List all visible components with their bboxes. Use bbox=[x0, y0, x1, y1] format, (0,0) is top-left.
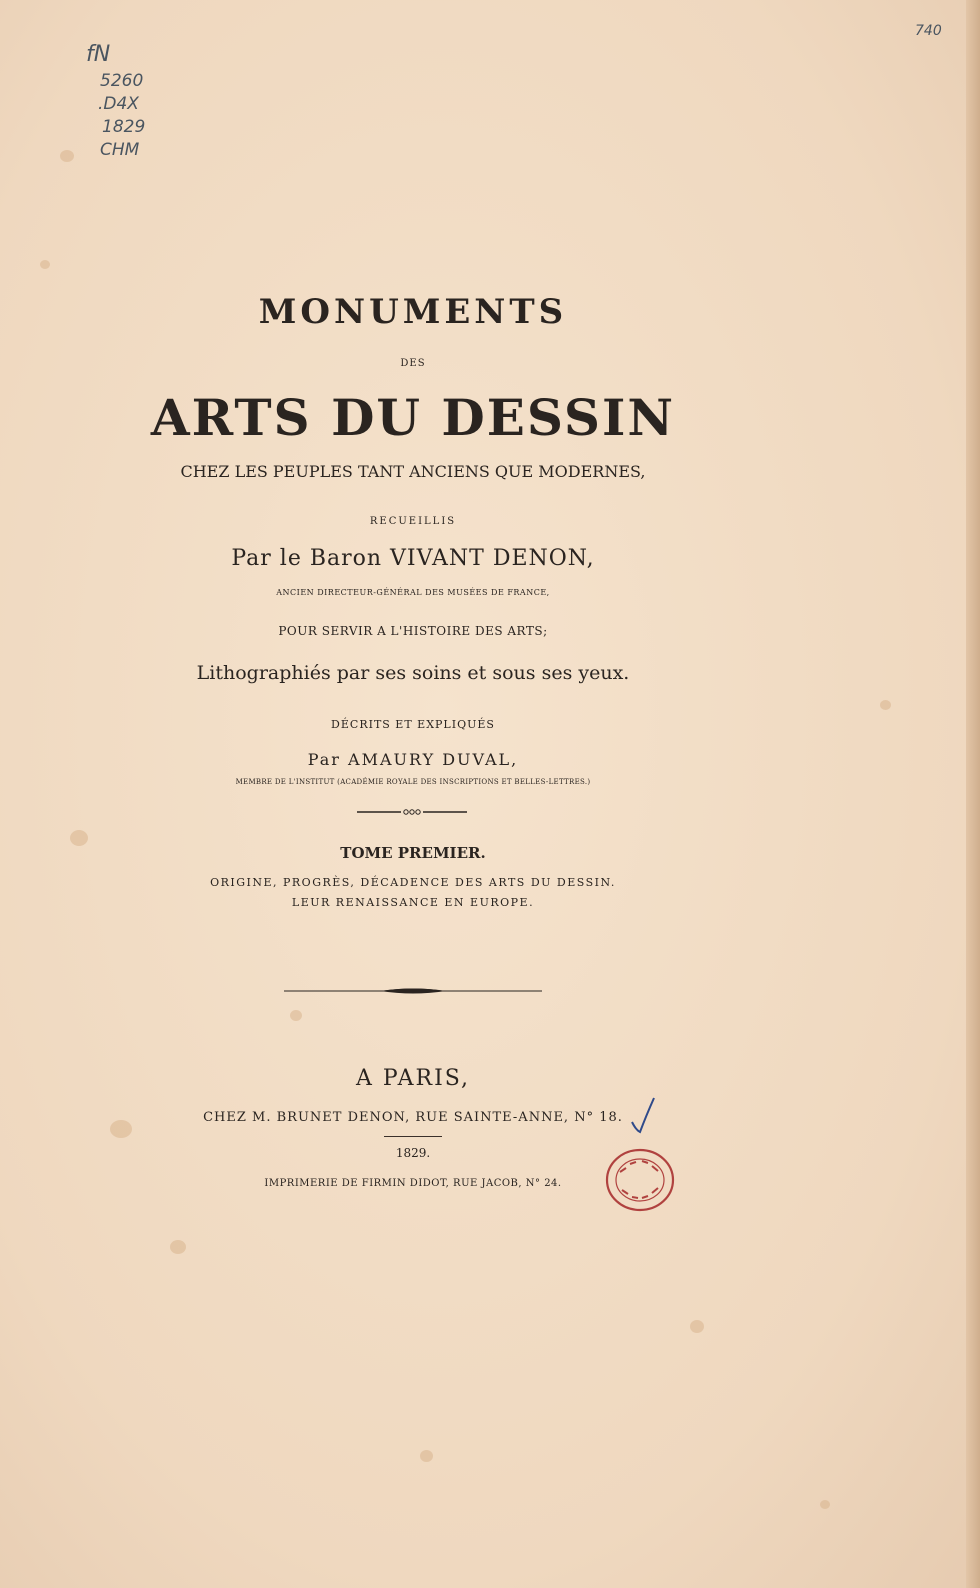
title-line-4: CHEZ LES PEUPLES TANT ANCIENS QUE MODERNES, bbox=[180, 462, 646, 481]
check-mark-icon bbox=[628, 1096, 658, 1136]
imprint-year: 1829. bbox=[395, 1146, 431, 1160]
title-line-10: DÉCRITS ET EXPLIQUÉS bbox=[331, 718, 495, 731]
foxing-spot bbox=[880, 700, 891, 710]
foxing-spot bbox=[170, 1240, 186, 1254]
page-mark-note: 740 bbox=[915, 23, 942, 39]
call-number-line: 5260 bbox=[100, 70, 144, 91]
title-line-9: Lithographiés par ses soins et sous ses yeux. bbox=[196, 662, 630, 684]
describer-role: MEMBRE DE L'INSTITUT (ACADÉMIE ROYALE DES INSCRIPTIONS ET BELLES-LETTRES.) bbox=[235, 778, 591, 786]
author-role: ANCIEN DIRECTEUR-GÉNÉRAL DES MUSÉES DE FRANCE, bbox=[276, 588, 550, 597]
title-line-1: MONUMENTS bbox=[258, 292, 568, 332]
imprint-printer: IMPRIMERIE DE FIRMIN DIDOT, RUE JACOB, N° 24. bbox=[264, 1178, 562, 1189]
page-edge bbox=[966, 0, 980, 1588]
author-line: Par le Baron VIVANT DENON, bbox=[231, 546, 595, 571]
volume-label: TOME PREMIER. bbox=[340, 844, 486, 862]
imprint-city: A PARIS, bbox=[355, 1066, 471, 1091]
subtitle-line-2: LEUR RENAISSANCE EN EUROPE. bbox=[291, 896, 535, 909]
call-number-line: CHM bbox=[100, 139, 140, 160]
library-stamp bbox=[604, 1144, 676, 1216]
foxing-spot bbox=[40, 260, 50, 269]
imprint-publisher: CHEZ M. BRUNET DENON, RUE SAINTE-ANNE, N° 18. bbox=[203, 1110, 623, 1125]
call-number-line: .D4X bbox=[98, 93, 139, 114]
title-line-2: DES bbox=[400, 358, 426, 369]
describer-line: Par AMAURY DUVAL, bbox=[307, 750, 519, 769]
subtitle-line-1: ORIGINE, PROGRÈS, DÉCADENCE DES ARTS DU DESSIN. bbox=[210, 876, 616, 889]
main-title: ARTS DU DESSIN bbox=[150, 388, 676, 447]
ornament-divider bbox=[357, 806, 467, 818]
call-number-note bbox=[86, 40, 145, 161]
foxing-spot bbox=[820, 1500, 830, 1509]
title-line-5: RECUEILLIS bbox=[369, 516, 457, 527]
call-number-line: 1829 bbox=[102, 116, 146, 137]
foxing-spot bbox=[290, 1010, 302, 1021]
foxing-spot bbox=[420, 1450, 433, 1462]
title-line-8: POUR SERVIR A L'HISTOIRE DES ARTS; bbox=[278, 624, 548, 638]
ornament-rule bbox=[284, 984, 542, 998]
foxing-spot bbox=[690, 1320, 704, 1333]
imprint-rule bbox=[384, 1136, 442, 1137]
foxing-spot bbox=[60, 150, 74, 162]
call-number-line: fN bbox=[86, 42, 111, 67]
stamp-seal-icon bbox=[604, 1144, 676, 1216]
